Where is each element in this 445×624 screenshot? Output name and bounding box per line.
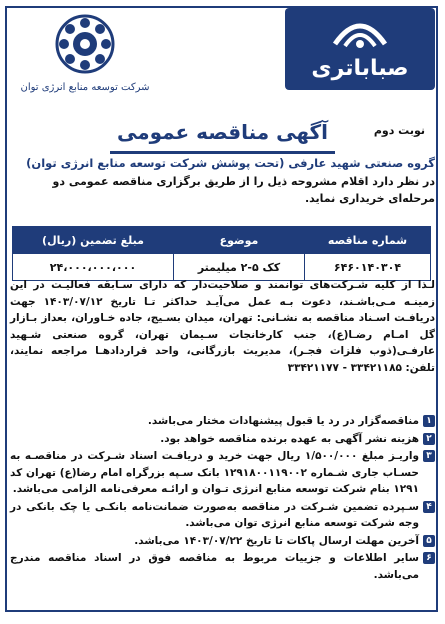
- item-text: سـپرده تضمین شـرکت در مناقصه به‌صورت ضمانت‌نامه بانکـی یا چک بانکی در وجه شرکت توسعه منابع انرژی توان می‌باشد.: [10, 500, 419, 529]
- col-subject: موضوع: [174, 227, 305, 254]
- conditions-list: [10, 413, 435, 584]
- cell-guarantee: ۲۴،۰۰۰،۰۰۰،۰۰۰: [13, 254, 174, 281]
- item-number: ۶: [423, 552, 435, 564]
- intro-text: در نظر دارد اقلام مشروحه ذیل را از طریق برگزاری مناقصه عمومی دو مرحله‌ای خریداری نماید.: [52, 175, 435, 205]
- tavan-emblem-icon: [10, 8, 160, 80]
- item-text: آخرین مهلت ارسال پاکات تا تاریخ ۱۴۰۳/۰۷/۲۲ می‌باشد.: [134, 534, 419, 547]
- saba-brand-text: صباباتری: [311, 56, 409, 81]
- table-header-row: [13, 227, 431, 254]
- notice-round: نوبت دوم: [373, 124, 425, 137]
- body-paragraph: لـذا از کلیه شـرکت‌های توانمند و صلاحیت‌دار که دارای سـابقه فعالیـت در این زمینـه مـی‌باشـند، دعوت بـه عمل می‌آیـد حداکثر تـا تاریخ ۱۴۰۳/۰۷/۱۲ جهت دریافـت اسـناد مناقصه به نشـانی: تهران، میدان بسـیج، جاده خـاوران، بعداز بـازار گل امـام رضـا(ع)، جنب کارخانجات سـیمان تهران، گروه صنعتی شـهید عارفـی(ذوب فلزات فجـر)، مدیریت بازرگانی، واحد قراردادهـا مراجعه نمایند، تلفن: ۳۳۴۲۱۱۸۵ - ۳۳۴۲۱۱۷۷: [10, 279, 435, 374]
- title-underline: [110, 151, 335, 154]
- saba-mark-icon: [331, 14, 389, 52]
- tavan-logo: [10, 8, 160, 108]
- list-item: [10, 550, 435, 583]
- col-tender-number: شماره مناقصه: [304, 227, 430, 254]
- list-item: [10, 448, 435, 498]
- cell-tender-number: ۶۴۶۰۱۴۰۳۰۴: [304, 254, 430, 281]
- saba-battery-logo: [285, 8, 435, 90]
- group-name: گروه صنعتی شهید عارفی (تحت پوشش شرکت توسعه منابع انرژی توان): [26, 156, 435, 170]
- item-text: سایر اطلاعات و جزییات مربوط به مناقصه فوق در اسناد مناقصه مندرج می‌باشد.: [10, 552, 419, 581]
- item-number: ۱: [423, 415, 435, 427]
- item-text: هزینه نشر آگهی به عهده برنده مناقصه خواهد بود.: [160, 432, 419, 445]
- tavan-company-name: شرکت توسعه منابع انرژی توان: [20, 82, 150, 93]
- cell-subject: کک ۵-۲ میلیمتر: [174, 254, 305, 281]
- item-number: ۳: [423, 450, 435, 462]
- item-number: ۲: [423, 433, 435, 445]
- list-item: [10, 413, 435, 430]
- list-item: [10, 499, 435, 532]
- list-item: [10, 533, 435, 550]
- list-item: [10, 431, 435, 448]
- item-text: مناقصه‌گزار در رد یا قبول پیشنهادات مختار می‌باشد.: [147, 415, 419, 427]
- item-text: واریـز مبلغ ۱/۵۰۰/۰۰۰ ریال جهت خرید و دریافـت اسناد شـرکت در مناقصـه به حسـاب جاری شـماره ۱۲۹۱۸۰۰۱۱۹۰۰۲ بانک سـپه بزرگراه امام رضا(ع) تهران کد ۱۲۹۱ بنام شرکت توسعه منابع انرژی تـوان و ارائـه معرفی‌نامه الزامی می‌باشد.: [10, 450, 419, 495]
- col-guarantee: مبلغ تضمین (ریال): [13, 227, 174, 254]
- item-number: ۴: [423, 501, 435, 513]
- item-number: ۵: [423, 535, 435, 547]
- tender-table: [12, 226, 431, 281]
- notice-title: آگهی مناقصه عمومی: [116, 120, 329, 144]
